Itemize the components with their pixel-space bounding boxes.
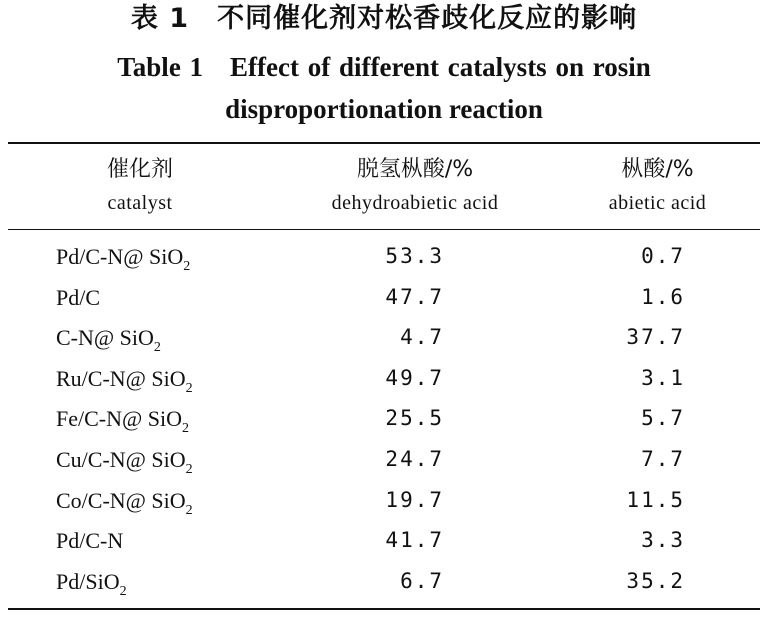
- cell-abietic-acid: 37.7: [626, 325, 685, 350]
- table-row: [0, 484, 768, 524]
- cell-abietic-acid: 1.6: [641, 284, 685, 309]
- cell-abietic-acid: 5.7: [641, 406, 685, 431]
- catalyst-name: Fe/C-N@ SiO: [56, 406, 182, 432]
- catalyst-name: C-N@ SiO: [56, 325, 154, 351]
- header-abietic-acid: [575, 156, 740, 216]
- catalyst-name: Pd/C-N@ SiO: [56, 244, 184, 269]
- header-dehydroabietic-acid: [300, 156, 530, 216]
- table-top-rule: [8, 142, 760, 144]
- cell-catalyst: [56, 244, 191, 274]
- table-row: [0, 240, 768, 280]
- catalyst-name: Pd/C: [56, 284, 101, 310]
- cell-dehydroabietic-acid: 49.7: [385, 365, 444, 390]
- table-row: [0, 402, 768, 442]
- catalyst-subscript: 2: [185, 462, 193, 477]
- cell-dehydroabietic-acid: 19.7: [385, 487, 444, 512]
- header-dha-cn: 脱氢枞酸/%: [356, 157, 474, 182]
- cell-catalyst: [56, 528, 123, 554]
- catalyst-name: Ru/C-N@ SiO: [56, 365, 186, 391]
- header-catalyst: [60, 156, 220, 216]
- cell-catalyst: [56, 325, 161, 356]
- table-title-en-line1: Table 1 Effect of different catalysts on rosin: [117, 52, 651, 82]
- table-header-rule: [8, 229, 760, 230]
- table-row: [0, 443, 768, 483]
- cell-abietic-acid: 0.7: [641, 244, 685, 268]
- header-catalyst-cn: 催化剂: [106, 157, 173, 182]
- cell-abietic-acid: 11.5: [626, 487, 685, 512]
- catalyst-subscript: 2: [185, 380, 193, 396]
- table-row: [0, 321, 768, 361]
- catalyst-name: Co/C-N@ SiO: [56, 487, 186, 513]
- cell-dehydroabietic-acid: 4.7: [400, 325, 444, 350]
- table-bottom-rule: [8, 608, 760, 610]
- cell-dehydroabietic-acid: 47.7: [385, 284, 444, 309]
- header-dha-en: dehydroabietic acid: [331, 192, 499, 214]
- header-aa-en: abietic acid: [608, 192, 707, 214]
- cell-catalyst: [56, 406, 189, 437]
- catalyst-subscript: 2: [153, 340, 161, 356]
- catalyst-name: Cu/C-N@ SiO: [56, 447, 186, 472]
- table-row: [0, 281, 768, 321]
- cell-dehydroabietic-acid: 24.7: [385, 447, 444, 471]
- cell-dehydroabietic-acid: 6.7: [400, 568, 444, 593]
- cell-catalyst: [56, 365, 193, 396]
- table-title-cn: 表 1 不同催化剂对松香歧化反应的影响: [130, 3, 638, 34]
- cell-abietic-acid: 3.1: [641, 365, 685, 390]
- cell-abietic-acid: 35.2: [626, 568, 685, 593]
- cell-catalyst: [56, 568, 127, 599]
- catalyst-subscript: 2: [119, 583, 127, 599]
- catalyst-subscript: 2: [185, 502, 193, 518]
- cell-abietic-acid: 3.3: [641, 528, 685, 553]
- catalyst-subscript: 2: [183, 259, 191, 274]
- header-aa-cn: 枞酸/%: [621, 157, 694, 182]
- header-catalyst-en: catalyst: [107, 192, 173, 214]
- cell-dehydroabietic-acid: 41.7: [385, 528, 444, 553]
- cell-dehydroabietic-acid: 53.3: [385, 244, 444, 268]
- cell-dehydroabietic-acid: 25.5: [385, 406, 444, 431]
- cell-abietic-acid: 7.7: [641, 447, 685, 471]
- catalyst-name: Pd/C-N: [56, 528, 124, 554]
- table-row: [0, 362, 768, 402]
- cell-catalyst: [56, 487, 193, 518]
- table-row: [0, 524, 768, 564]
- cell-catalyst: [56, 285, 100, 311]
- table-row: [0, 565, 768, 605]
- catalyst-name: Pd/SiO: [56, 568, 120, 594]
- table-title-en-line2: disproportionation reaction: [225, 94, 543, 124]
- cell-catalyst: [56, 447, 193, 477]
- catalyst-subscript: 2: [182, 421, 189, 437]
